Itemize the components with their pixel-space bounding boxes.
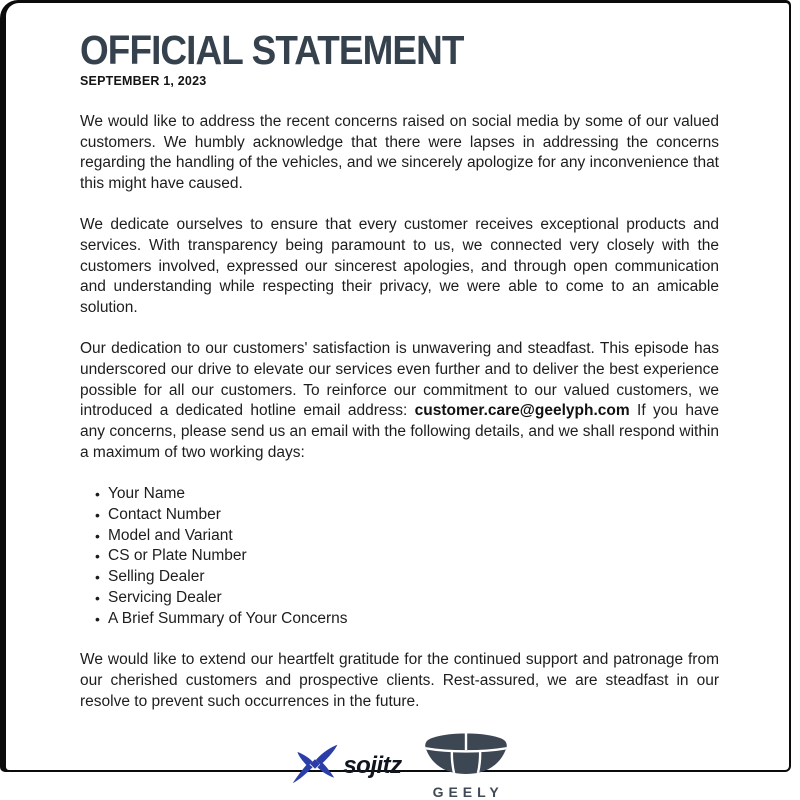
email-details-list bbox=[80, 484, 719, 630]
list-item: • A Brief Summary of Your Concerns bbox=[108, 609, 719, 630]
list-item: • Your Name bbox=[108, 484, 719, 505]
geely-wordmark: GEELY bbox=[432, 783, 504, 800]
page-title: OFFICIAL STATEMENT bbox=[80, 27, 464, 73]
paragraph-hotline-text: Our dedication to our customers' satisfaction is unwavering and steadfast. This episode has underscored our drive to elevate our services even further and to deliver the best experience possible for all our customers. To reinforce our commitment to our valued customers, we introduced a dedicated hotline email address: bbox=[80, 340, 719, 420]
footer-logos bbox=[80, 733, 719, 800]
paragraph-hotline bbox=[80, 339, 719, 463]
sojitz-logo bbox=[291, 742, 401, 791]
sojitz-star-icon bbox=[291, 742, 339, 791]
hotline-email-address: customer.care@geelyph.com bbox=[414, 402, 630, 420]
paragraph-hotline-text-after: If you have any concerns, please send us an email with the following details, and we shall respond within a maximum of two working days: bbox=[80, 402, 719, 461]
list-item: • Selling Dealer bbox=[108, 567, 719, 588]
list-item: • Model and Variant bbox=[108, 526, 719, 547]
paragraph-closing: We would like to extend our heartfelt gratitude for the continued support and patronage from our cherished customers and prospective clients. Rest-assured, we are steadfast in our resolve to prevent such occurrences in the future. bbox=[80, 651, 719, 710]
list-item: • CS or Plate Number bbox=[108, 546, 719, 567]
list-item: • Contact Number bbox=[108, 505, 719, 526]
list-item: • Servicing Dealer bbox=[108, 588, 719, 609]
sojitz-wordmark: sojitz bbox=[343, 752, 402, 780]
paragraph-apology: We would like to address the recent concerns raised on social media by some of our valued customers. We humbly acknowledge that there were lapses in addressing the concerns regarding the handling of the vehicles, and we sincerely apologize for any inconvenience that this might have caused. bbox=[80, 113, 719, 193]
statement-body bbox=[80, 112, 719, 712]
geely-logo bbox=[424, 733, 508, 800]
statement-date: SEPTEMBER 1, 2023 bbox=[80, 74, 207, 88]
geely-badge-icon bbox=[424, 733, 508, 780]
statement-page bbox=[6, 3, 789, 800]
paragraph-dedication: We dedicate ourselves to ensure that every customer receives exceptional products and services. With transparency being paramount to us, we connected very closely with the customers involved, expressed our sincerest apologies, and through open communication and understanding while respecting their privacy, we were able to come to an amicable solution. bbox=[80, 216, 719, 317]
